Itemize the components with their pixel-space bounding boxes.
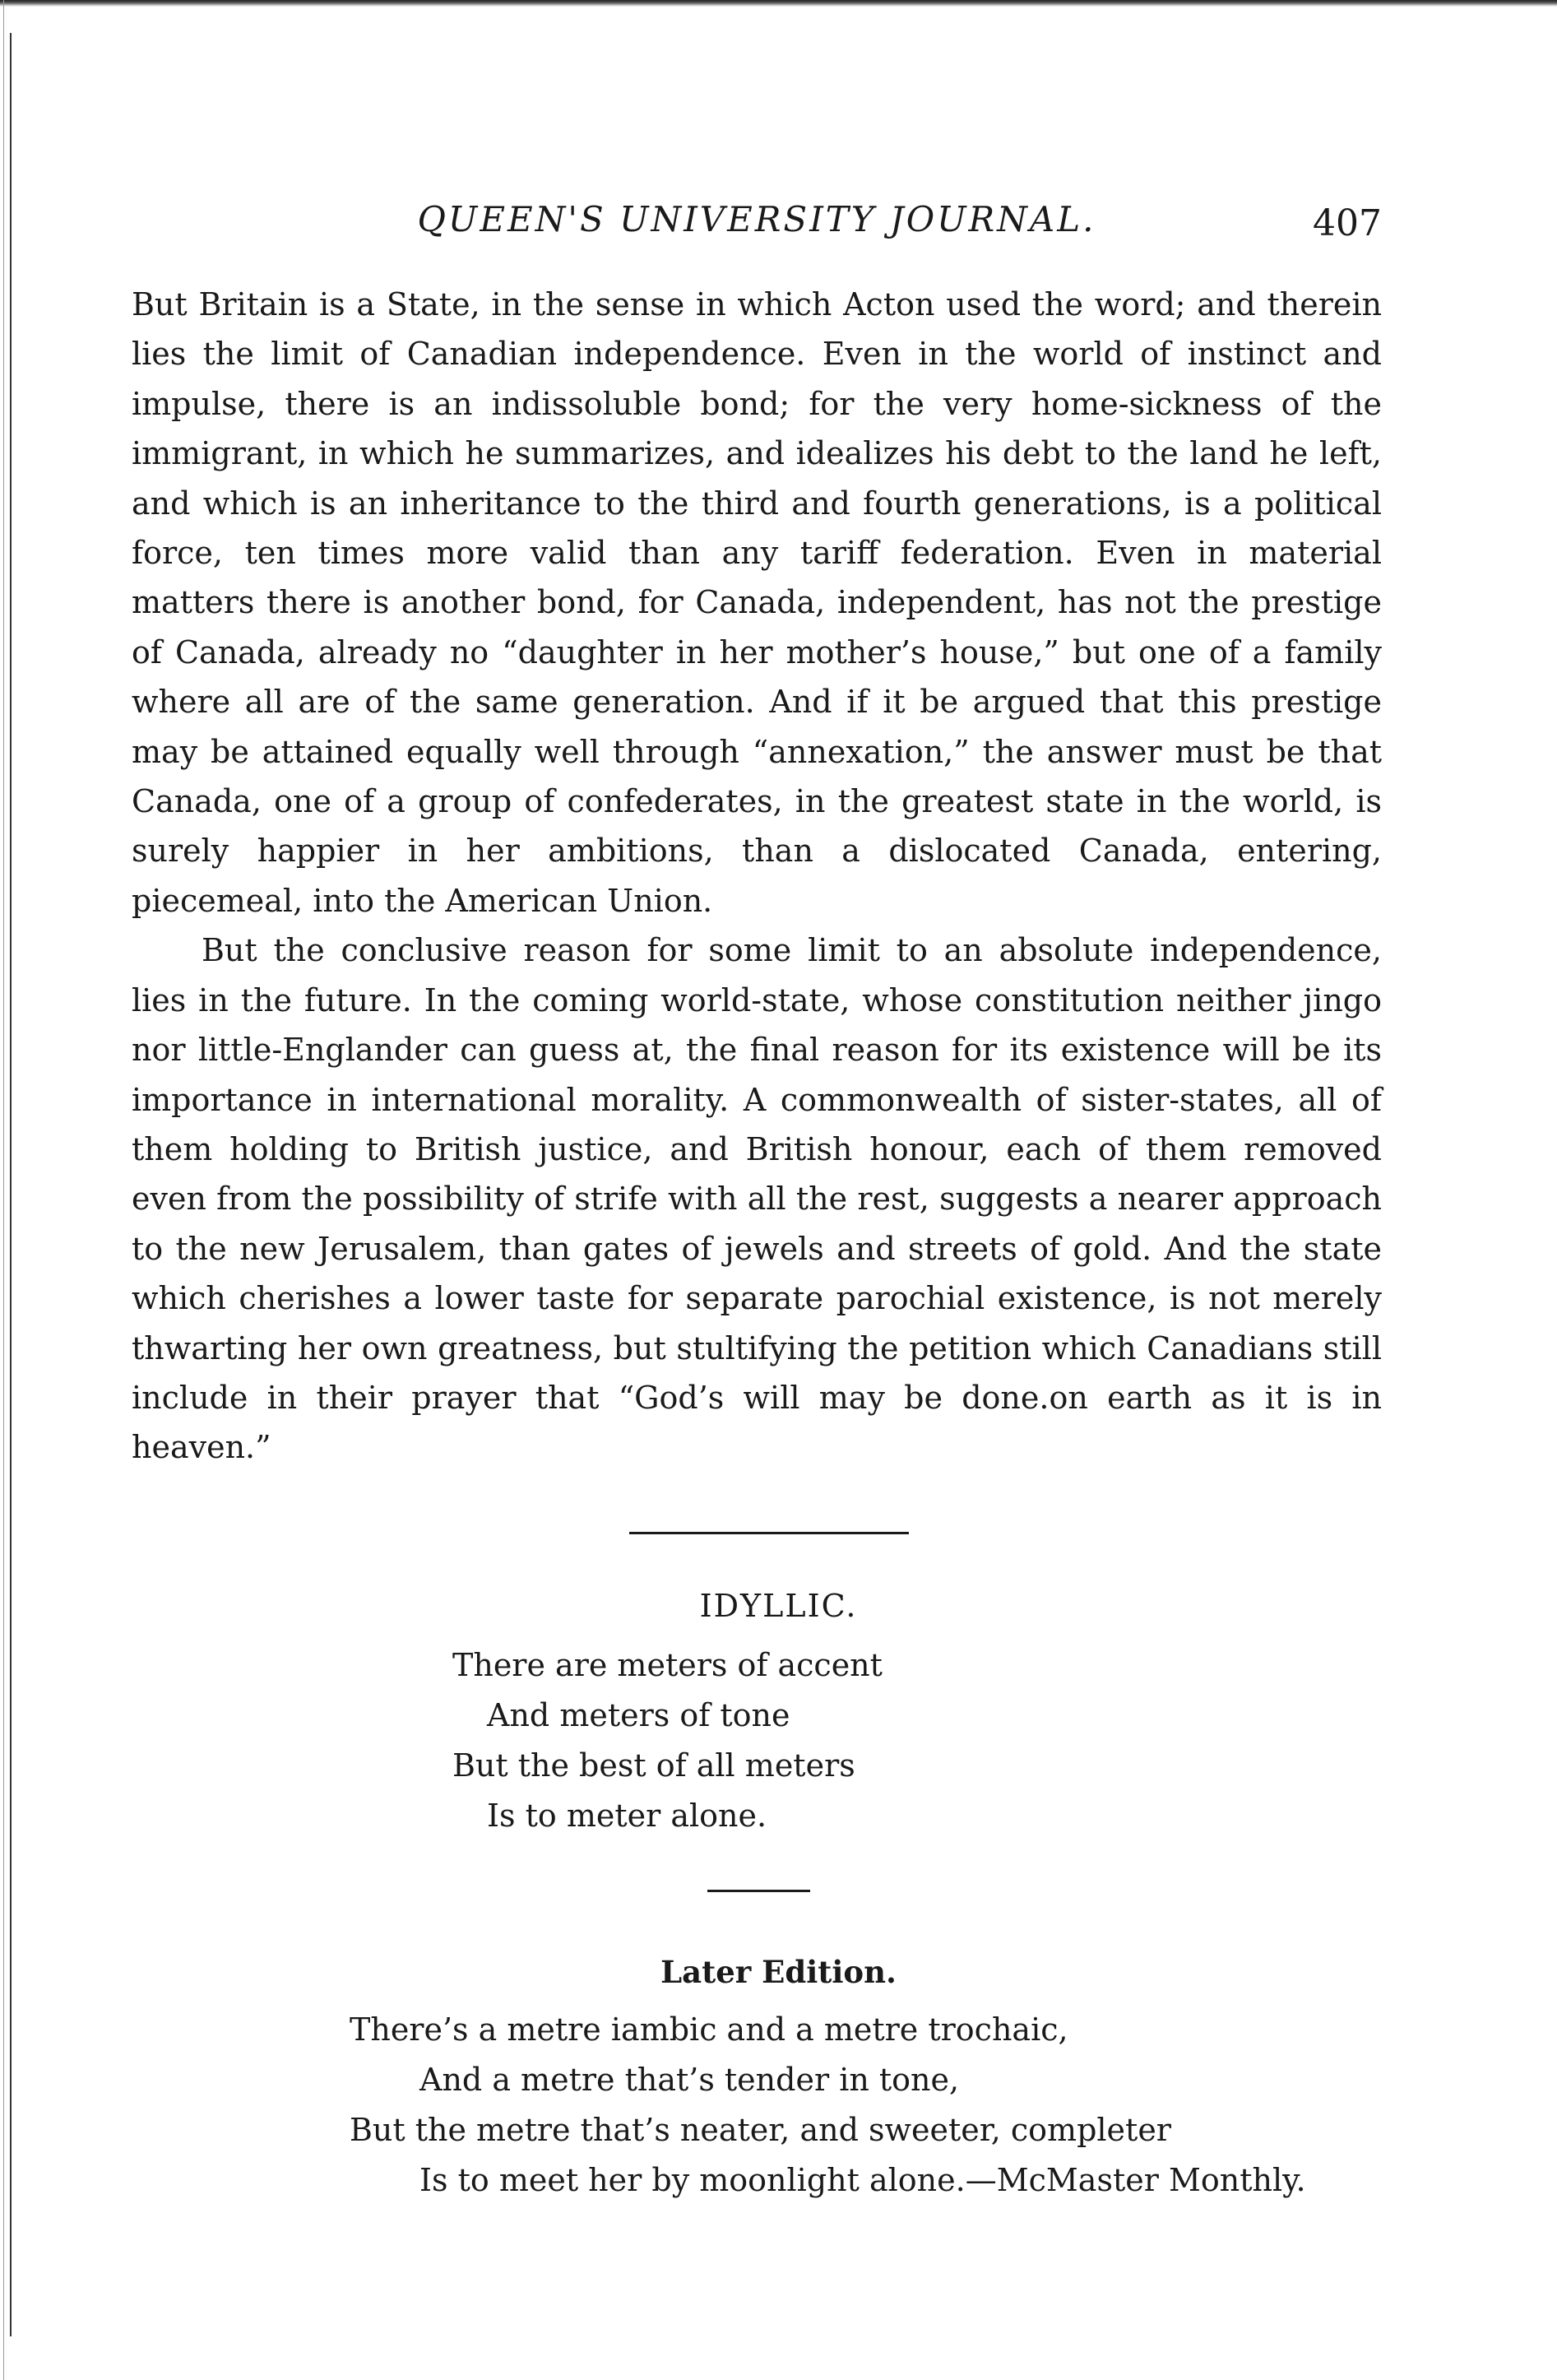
scan-left-edge-faint — [3, 0, 4, 2380]
poem-title-idyllic: IDYLLIC. — [699, 1588, 858, 1624]
poem1-line-3: But the best of all meters — [452, 1747, 855, 1784]
poem1-line-1: There are meters of accent — [452, 1647, 883, 1683]
poem-title-later-edition: Later Edition. — [660, 1954, 897, 1990]
poem2-line-3: But the metre that’s neater, and sweeter, completer — [350, 2112, 1171, 2148]
poem1-line-2: And meters of tone — [487, 1697, 790, 1733]
page-number: 407 — [1313, 202, 1382, 244]
paragraph-1: But Britain is a State, in the sense in which Acton used the word; and therein lies the limit of Canadian independence. Even in the world of instinct and impulse, there is an indissoluble bond; for the very home-sickness of the immigrant, in which he summarizes, and idealizes his debt to the land he left, and which is an inheritance to the third and fourth generations, is a political force, ten times more valid than any tariff federation. Even in material matters there is another bond, for Canada, independent, has not the prestige of Canada, already no “daughter in her mother’s house,” but one of a family where all are of the same generation. And if it be argued that this prestige may be attained equally well through “annexation,” the answer must be that Canada, one of a group of confederates, in the greatest state in the world, is surely happier in her ambitions, than a dislocated Canada, entering, piecemeal, into the American Union. — [132, 286, 1382, 919]
running-title: QUEEN'S UNIVERSITY JOURNAL. — [417, 199, 1096, 239]
paragraph-2: But the conclusive reason for some limit to an absolute independence, lies in the future. In the coming world-state, whose constitution neither jingo nor little-Englander can guess at, the final reason for its existence will be its importance in international morality. A commonwealth of sister-states, all of them holding to British justice, and British honour, each of them removed even from the possibility of strife with all the rest, suggests a nearer approach to the new Jerusalem, than gates of jewels and streets of gold. And the state which cherishes a lower taste for separate parochial existence, is not merely thwarting her own greatness, but stultifying the petition which Canadians still include in their prayer that “God’s will may be done.on earth as it is in heaven.” — [132, 932, 1382, 1466]
poem2-line-4: Is to meet her by moonlight alone.—McMaster Monthly. — [419, 2162, 1306, 2198]
page-header — [132, 199, 1382, 257]
scan-left-edge — [10, 33, 12, 2336]
short-divider-rule — [707, 1890, 810, 1892]
poem2-line-1: There’s a metre iambic and a metre trochaic, — [350, 2011, 1068, 2048]
article-body — [132, 280, 1382, 1473]
section-divider-rule — [629, 1532, 909, 1534]
poem2-line-2: And a metre that’s tender in tone, — [419, 2062, 960, 2098]
poem1-line-4: Is to meter alone. — [487, 1798, 767, 1834]
scan-top-edge — [0, 0, 1557, 7]
